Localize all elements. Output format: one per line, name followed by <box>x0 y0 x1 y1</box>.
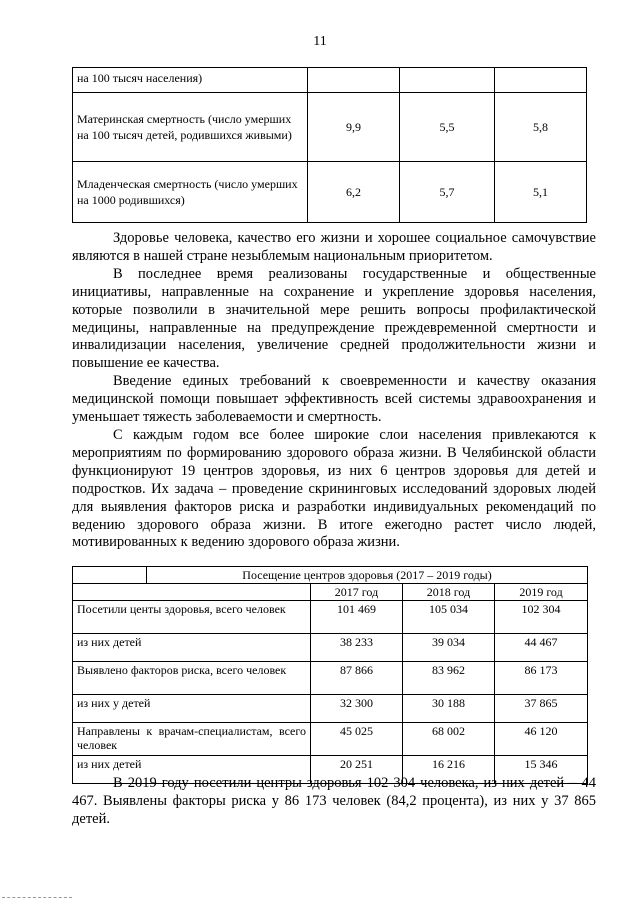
cell-value: 16 216 <box>403 756 495 784</box>
table-title: Посещение центров здоровья (2017 – 2019 годы) <box>147 567 588 584</box>
year-header: 2017 год <box>311 584 403 601</box>
cell-value: 20 251 <box>311 756 403 784</box>
cell-value: 32 300 <box>311 695 403 723</box>
health-centers-table <box>72 566 588 784</box>
table-row <box>73 162 587 223</box>
years-row <box>73 584 588 601</box>
cell-value: 39 034 <box>403 634 495 662</box>
year-header: 2018 год <box>403 584 495 601</box>
row-label: Выявлено факторов риска, всего человек <box>73 662 311 695</box>
row-label: Посетили центы здоровья, всего человек <box>73 601 311 634</box>
header-empty-cell <box>73 584 311 601</box>
cell-value <box>308 68 400 93</box>
row-label: из них детей <box>73 756 311 784</box>
cell-value: 86 173 <box>495 662 588 695</box>
row-label: Материнская смертность (число умерших на 100 тысяч детей, родившихся живыми) <box>73 93 308 162</box>
cell-value: 15 346 <box>495 756 588 784</box>
cell-value: 37 865 <box>495 695 588 723</box>
cell-value: 83 962 <box>403 662 495 695</box>
header-empty-cell <box>73 567 147 584</box>
cell-value: 38 233 <box>311 634 403 662</box>
table-row <box>73 723 588 756</box>
final-text <box>72 774 596 828</box>
row-label: на 100 тысяч населения) <box>73 68 308 93</box>
cell-value: 87 866 <box>311 662 403 695</box>
cell-value: 9,9 <box>308 93 400 162</box>
table-header-row <box>73 567 588 584</box>
cell-value <box>400 68 495 93</box>
cell-value: 5,1 <box>495 162 587 223</box>
cell-value: 45 025 <box>311 723 403 756</box>
cell-value: 6,2 <box>308 162 400 223</box>
row-label: из них у детей <box>73 695 311 723</box>
cell-value: 105 034 <box>403 601 495 634</box>
cell-value: 5,8 <box>495 93 587 162</box>
body-text <box>72 230 596 552</box>
cell-value: 101 469 <box>311 601 403 634</box>
cell-value: 5,5 <box>400 93 495 162</box>
table-row <box>73 601 588 634</box>
mortality-table <box>72 67 587 223</box>
table-row <box>73 634 588 662</box>
cell-value <box>495 68 587 93</box>
cell-value: 68 002 <box>403 723 495 756</box>
paragraph: В 2019 году посетили центры здоровья 102 304 человека, из них детей – 44 467. Выявлены факторы риска у 86 173 человек (84,2 процента), из них у 37 865 детей. <box>72 775 596 827</box>
cell-value: 102 304 <box>495 601 588 634</box>
table-row <box>73 68 587 93</box>
table-row <box>73 662 588 695</box>
table-row <box>73 93 587 162</box>
cell-value: 5,7 <box>400 162 495 223</box>
paragraph: С каждым годом все более широкие слои населения привлекаются к мероприятиям по формированию здорового образа жизни. В Челябинской области функционируют 19 центров здоровья, из них 6 центров здоровья для детей и подростков. Их задача – проведение скрининговых исследований здоровых людей для выявления факторов риска и разработки индивидуальных рекомендаций по ведению здорового образа жизни. В итоге ежегодно растет число людей, мотивированных к ведению здорового образа жизни. <box>72 426 596 551</box>
year-header: 2019 год <box>495 584 588 601</box>
paragraph: Введение единых требований к своевременности и качеству оказания медицинской помощи повышает эффективность всей системы здравоохранения и уменьшает тяжесть заболеваемости и смертность. <box>72 373 596 426</box>
page-number: 11 <box>313 34 327 49</box>
row-label: Младенческая смертность (число умерших на 1000 родившихся) <box>73 162 308 223</box>
cell-value: 46 120 <box>495 723 588 756</box>
table-row <box>73 695 588 723</box>
cell-value: 44 467 <box>495 634 588 662</box>
cell-value: 30 188 <box>403 695 495 723</box>
paragraph: Здоровье человека, качество его жизни и хорошее социальное самочувствие являются в нашей стране незыблемым национальным приоритетом. <box>72 230 596 264</box>
row-label: из них детей <box>73 634 311 662</box>
paragraph: В последнее время реализованы государственные и общественные инициативы, направленные на сохранение и укрепление здоровья населения, которые позволили в значительной мере решить вопросы профилактической медицины, направленные на предупреждение преждевременной смертности и инвалидизации населения, увеличение средней продолжительности жизни и повышение ее качества. <box>72 265 596 372</box>
footer-divider <box>2 897 72 898</box>
row-label: Направлены к врачам-специалистам, всего человек <box>73 723 311 756</box>
